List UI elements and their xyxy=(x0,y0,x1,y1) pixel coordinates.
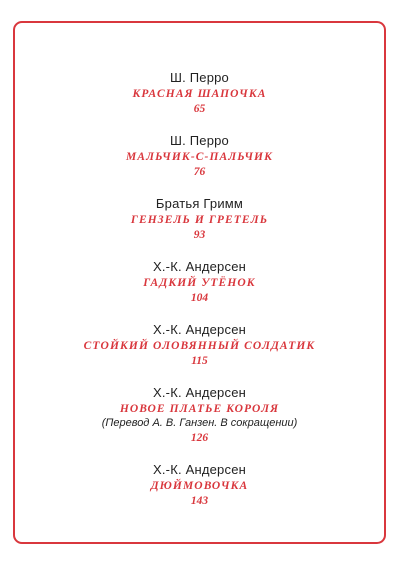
toc-entry[interactable] xyxy=(13,196,386,242)
entry-note: (Перевод А. В. Ганзен. В сокращении) xyxy=(101,417,298,429)
entry-author: Ш. Перро xyxy=(169,70,229,85)
entry-title[interactable]: СТОЙКИЙ ОЛОВЯННЫЙ СОЛДАТИК xyxy=(83,340,316,352)
toc-entry[interactable] xyxy=(13,322,386,368)
toc-entry[interactable] xyxy=(13,133,386,179)
entry-author: Х.-К. Андерсен xyxy=(152,385,246,400)
entry-page-number: 115 xyxy=(191,355,208,367)
entry-title[interactable]: ГАДКИЙ УТЁНОК xyxy=(143,277,256,289)
entry-author: Ш. Перро xyxy=(169,133,229,148)
entry-page-number: 126 xyxy=(190,432,209,444)
entry-title[interactable]: ГЕНЗЕЛЬ И ГРЕТЕЛЬ xyxy=(130,214,269,226)
entry-title[interactable]: НОВОЕ ПЛАТЬЕ КОРОЛЯ xyxy=(119,403,280,415)
entry-author: Х.-К. Андерсен xyxy=(152,259,246,274)
entry-title[interactable]: МАЛЬЧИК-С-ПАЛЬЧИК xyxy=(125,151,274,163)
entry-author: Х.-К. Андерсен xyxy=(152,462,246,477)
entry-page-number: 76 xyxy=(193,166,206,178)
toc-entry[interactable] xyxy=(13,385,386,445)
entry-page-number: 104 xyxy=(190,292,209,304)
toc-entry[interactable] xyxy=(13,70,386,116)
entry-page-number: 143 xyxy=(190,495,209,507)
toc-entry[interactable] xyxy=(13,259,386,305)
entry-author: Братья Гримм xyxy=(155,196,244,211)
entry-page-number: 65 xyxy=(193,103,206,115)
entry-page-number: 93 xyxy=(193,229,206,241)
table-of-contents xyxy=(13,70,386,525)
entry-author: Х.-К. Андерсен xyxy=(152,322,246,337)
toc-entry[interactable] xyxy=(13,462,386,508)
entry-title[interactable]: ДЮЙМОВОЧКА xyxy=(150,480,249,492)
entry-title[interactable]: КРАСНАЯ ШАПОЧКА xyxy=(132,88,267,100)
